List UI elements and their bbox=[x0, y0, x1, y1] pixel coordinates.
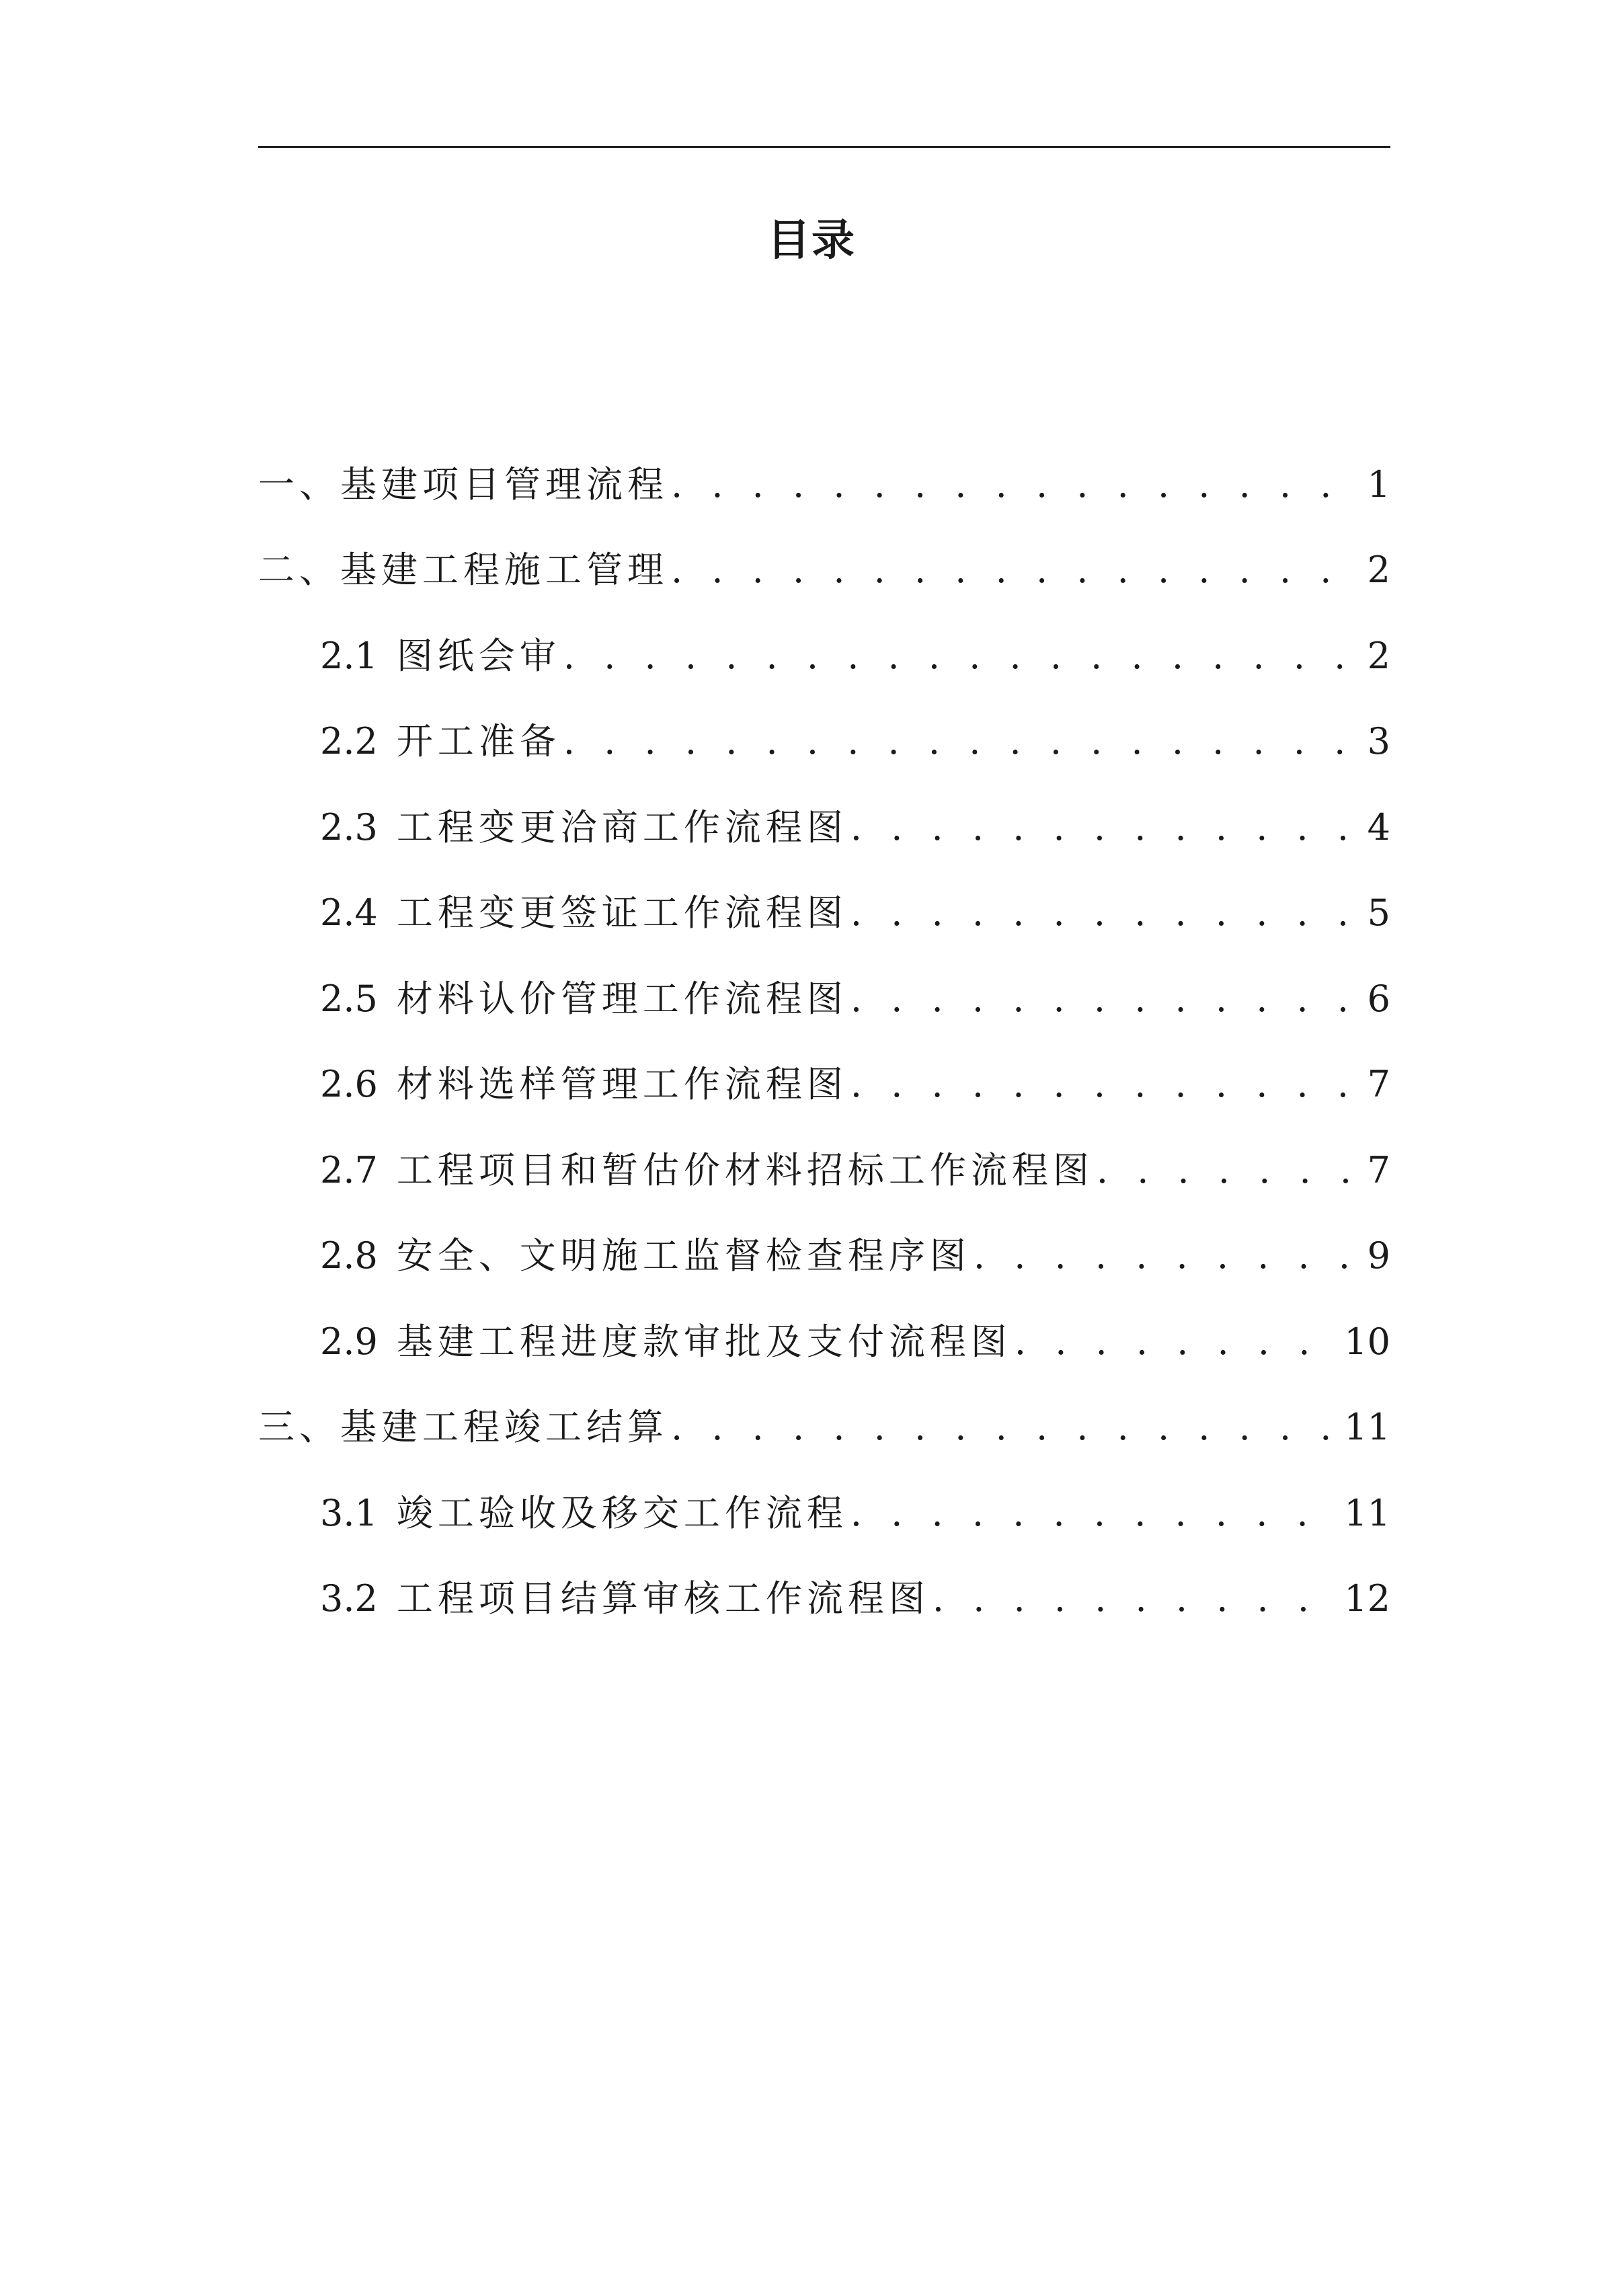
toc-entry-label: 材料选样管理工作流程图 bbox=[396, 1063, 848, 1105]
toc-entry[interactable] bbox=[258, 851, 1390, 937]
toc-dot-leader bbox=[850, 804, 1358, 851]
toc-entry[interactable] bbox=[258, 1451, 1390, 1537]
toc-page-number: 1 bbox=[1367, 463, 1390, 506]
toc-entry[interactable] bbox=[258, 594, 1390, 680]
toc-entry[interactable] bbox=[258, 1365, 1390, 1452]
table-of-contents bbox=[258, 422, 1390, 1622]
toc-entry-number: 3.2 bbox=[320, 1577, 378, 1620]
toc-dot-leader bbox=[850, 889, 1358, 937]
toc-entry[interactable] bbox=[258, 422, 1390, 508]
page-title: 目录 bbox=[767, 216, 856, 266]
toc-entry-label: 图纸会审 bbox=[396, 634, 561, 677]
header-rule bbox=[258, 146, 1390, 148]
toc-dot-leader bbox=[974, 1232, 1358, 1279]
toc-dot-leader bbox=[1097, 1147, 1358, 1194]
toc-page-number: 9 bbox=[1367, 1234, 1390, 1277]
toc-page-number: 10 bbox=[1344, 1320, 1390, 1363]
toc-entry-label: 工程项目和暂估价材料招标工作流程图 bbox=[396, 1148, 1094, 1191]
toc-entry[interactable] bbox=[258, 1108, 1390, 1194]
toc-entry-label: 二、基建工程施工管理 bbox=[258, 549, 668, 591]
toc-page-number: 11 bbox=[1344, 1491, 1390, 1534]
toc-entry-label: 一、基建项目管理流程 bbox=[258, 463, 668, 506]
toc-entry[interactable] bbox=[258, 1279, 1390, 1365]
toc-entry-number: 2.6 bbox=[320, 1063, 378, 1105]
toc-dot-leader bbox=[563, 718, 1358, 765]
toc-dot-leader bbox=[563, 633, 1358, 680]
toc-entry-label: 竣工验收及移交工作流程 bbox=[396, 1491, 848, 1534]
toc-dot-leader bbox=[671, 461, 1358, 508]
toc-dot-leader bbox=[1015, 1318, 1335, 1365]
toc-entry-label: 三、基建工程竣工结算 bbox=[258, 1406, 668, 1448]
toc-dot-leader bbox=[671, 547, 1358, 594]
toc-dot-leader bbox=[933, 1575, 1335, 1622]
toc-page-number: 7 bbox=[1367, 1063, 1390, 1105]
toc-page-number: 2 bbox=[1367, 634, 1390, 677]
toc-page-number: 6 bbox=[1367, 977, 1390, 1020]
toc-entry-label: 工程项目结算审核工作流程图 bbox=[396, 1577, 930, 1620]
toc-page-number: 7 bbox=[1367, 1148, 1390, 1191]
toc-entry-label: 材料认价管理工作流程图 bbox=[396, 977, 848, 1020]
toc-entry-label: 开工准备 bbox=[396, 720, 561, 762]
toc-entry-number: 2.9 bbox=[320, 1320, 378, 1363]
toc-entry-number: 2.5 bbox=[320, 977, 378, 1020]
toc-page-number: 12 bbox=[1344, 1577, 1390, 1620]
toc-page-number: 11 bbox=[1344, 1406, 1390, 1448]
toc-page-number: 2 bbox=[1367, 549, 1390, 591]
toc-dot-leader bbox=[671, 1404, 1335, 1451]
toc-entry-label: 基建工程进度款审批及支付流程图 bbox=[396, 1320, 1012, 1363]
toc-page-number: 5 bbox=[1367, 892, 1390, 934]
toc-entry-number: 2.4 bbox=[320, 892, 378, 934]
toc-entry[interactable] bbox=[258, 680, 1390, 766]
toc-entry[interactable] bbox=[258, 937, 1390, 1023]
toc-dot-leader bbox=[850, 1061, 1358, 1108]
toc-entry-label: 工程变更洽商工作流程图 bbox=[396, 805, 848, 848]
toc-entry[interactable] bbox=[258, 1194, 1390, 1280]
toc-entry-number: 2.7 bbox=[320, 1148, 378, 1191]
toc-dot-leader bbox=[850, 1490, 1335, 1537]
toc-entry-number: 2.8 bbox=[320, 1234, 378, 1277]
toc-entry-label: 工程变更签证工作流程图 bbox=[396, 892, 848, 934]
toc-entry-number: 2.1 bbox=[320, 634, 378, 677]
toc-entry-number: 2.2 bbox=[320, 720, 378, 762]
toc-entry-number: 3.1 bbox=[320, 1491, 378, 1534]
toc-page-number: 4 bbox=[1367, 805, 1390, 848]
toc-entry[interactable] bbox=[258, 1537, 1390, 1623]
toc-entry[interactable] bbox=[258, 508, 1390, 594]
toc-entry-label: 安全、文明施工监督检查程序图 bbox=[396, 1234, 971, 1277]
toc-page-number: 3 bbox=[1367, 720, 1390, 762]
toc-dot-leader bbox=[850, 976, 1358, 1023]
toc-entry[interactable] bbox=[258, 765, 1390, 851]
toc-entry-number: 2.3 bbox=[320, 805, 378, 848]
toc-entry[interactable] bbox=[258, 1023, 1390, 1109]
